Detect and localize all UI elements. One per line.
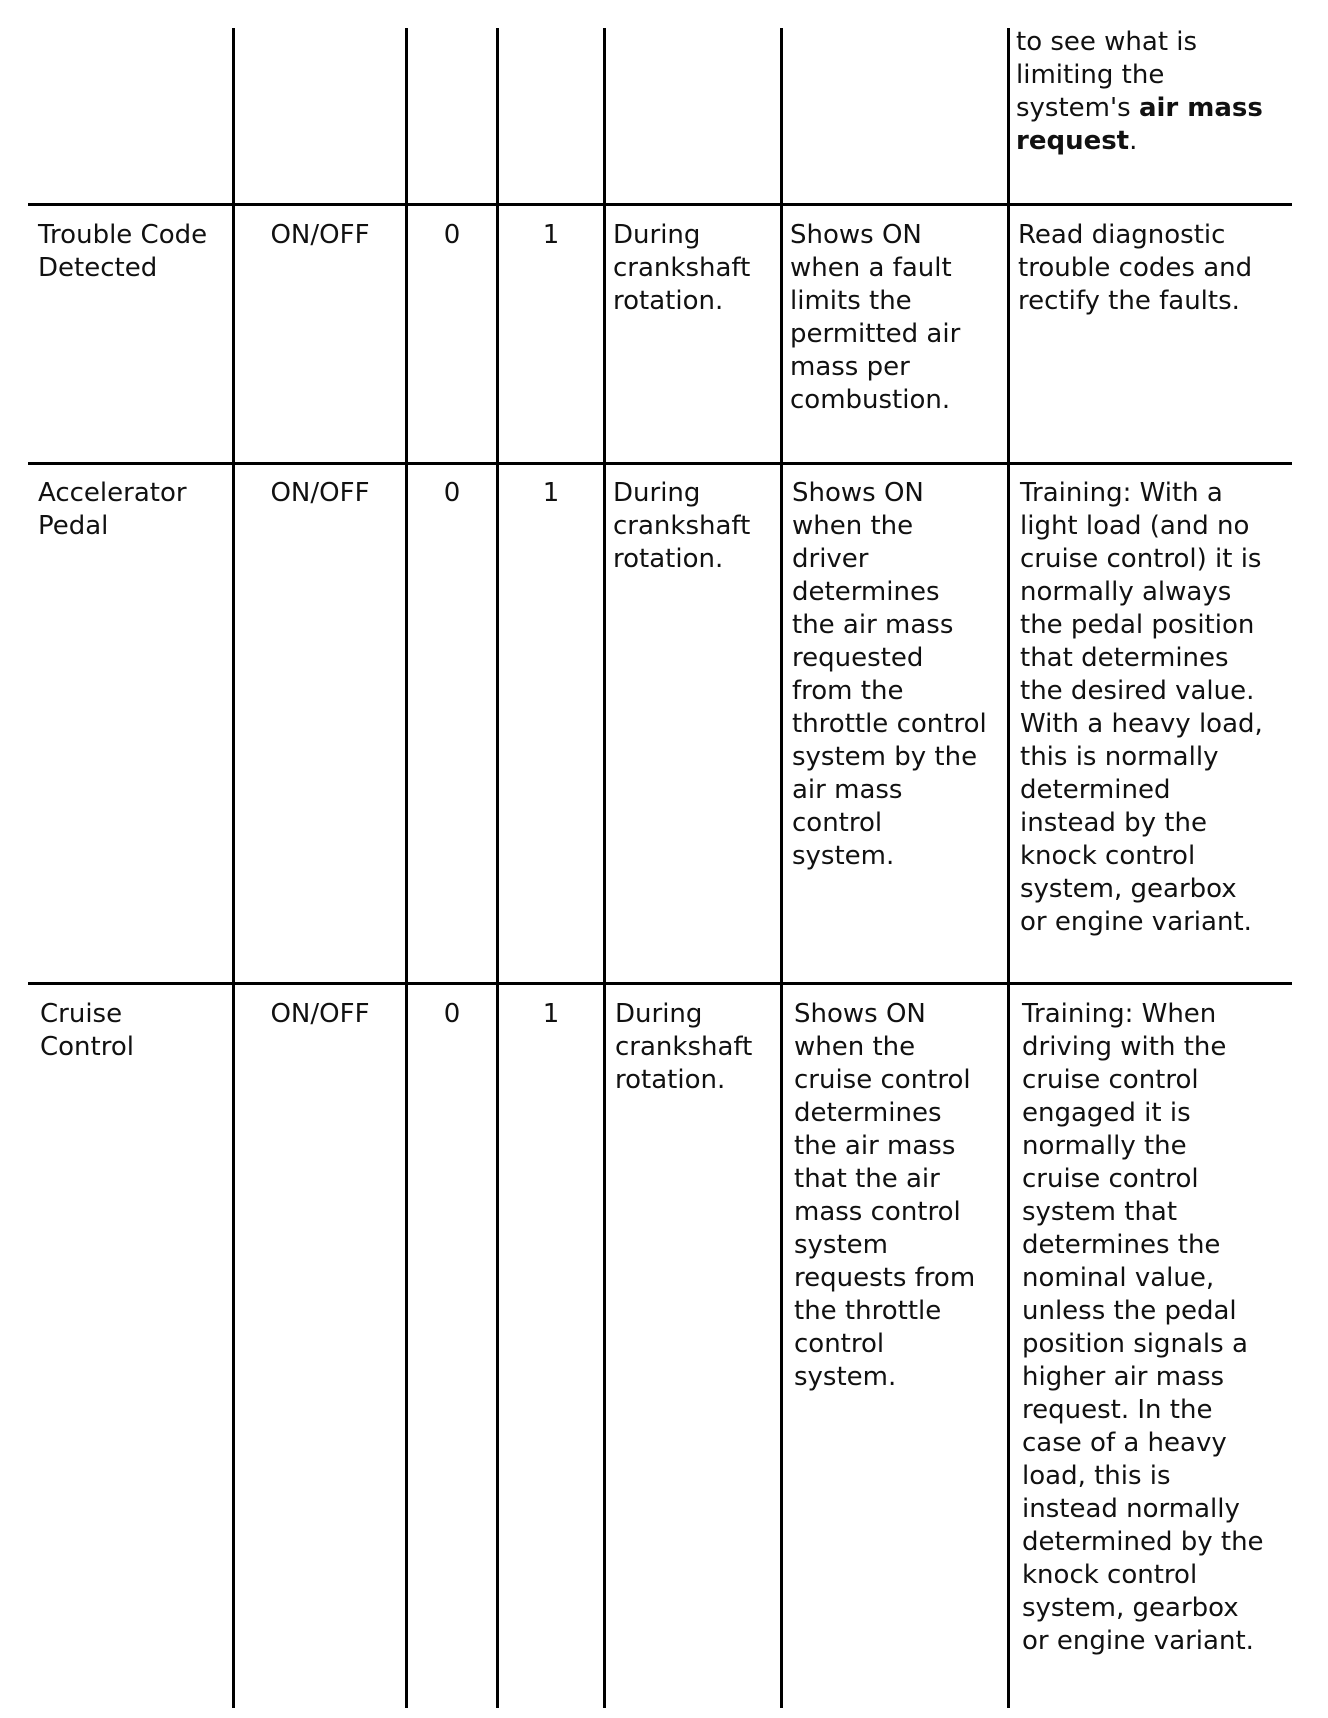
description-line: Shows ON — [790, 220, 922, 250]
description-line: air mass — [792, 775, 903, 805]
row-condition — [613, 477, 750, 576]
note-line: this is normally — [1020, 742, 1219, 772]
row-divider — [28, 462, 1292, 465]
note-bold-text: air mass — [1138, 93, 1263, 123]
description-line: Shows ON — [794, 999, 926, 1029]
row-min — [408, 219, 496, 252]
row-unit — [235, 998, 405, 1031]
note-line: Training: With a — [1020, 478, 1223, 508]
note-line: the desired value. — [1020, 676, 1255, 706]
note-line: cruise control — [1022, 1164, 1199, 1194]
min-text: 0 — [443, 999, 461, 1029]
row-name — [40, 998, 134, 1064]
note-line: Read diagnostic — [1018, 220, 1226, 250]
row-divider — [28, 982, 1292, 985]
note-line: system that — [1022, 1197, 1178, 1227]
note-line: or engine variant. — [1022, 1626, 1254, 1656]
note-line: system, gearbox — [1022, 1593, 1239, 1623]
row-min — [408, 998, 496, 1031]
note-text: system's — [1016, 93, 1139, 123]
column-divider — [232, 28, 235, 1708]
note-line: case of a heavy — [1022, 1428, 1227, 1458]
column-divider — [1007, 28, 1010, 1708]
row-description — [794, 998, 975, 1394]
name-line: Control — [40, 1032, 134, 1062]
continued-note — [1016, 26, 1263, 158]
description-line: mass control — [794, 1197, 961, 1227]
row-condition — [615, 998, 752, 1097]
max-text: 1 — [542, 999, 560, 1029]
description-line: when the — [792, 511, 914, 541]
column-divider — [603, 28, 606, 1708]
description-line: the throttle — [794, 1296, 942, 1326]
name-line: Cruise — [40, 999, 123, 1029]
note-line — [1016, 92, 1263, 125]
description-line: control — [794, 1329, 885, 1359]
note-line: normally always — [1020, 577, 1232, 607]
row-condition — [613, 219, 750, 318]
description-line: determines — [794, 1098, 942, 1128]
note-bold-text: request — [1016, 126, 1130, 156]
description-line: system by the — [792, 742, 978, 772]
note-text: . — [1129, 126, 1138, 156]
max-text: 1 — [542, 220, 560, 250]
description-line: system. — [792, 841, 895, 871]
note-line: driving with the — [1022, 1032, 1227, 1062]
min-text: 0 — [443, 220, 461, 250]
note-line: cruise control — [1022, 1065, 1199, 1095]
description-line: Shows ON — [792, 478, 924, 508]
condition-line: rotation. — [615, 1065, 726, 1095]
row-name — [38, 477, 187, 543]
row-divider — [28, 203, 1292, 206]
note-line: load, this is — [1022, 1461, 1171, 1491]
description-line: permitted air — [790, 319, 961, 349]
description-line: requested — [792, 643, 924, 673]
note-line: trouble codes and — [1018, 253, 1253, 283]
description-line: control — [792, 808, 883, 838]
description-line: from the — [792, 676, 904, 706]
description-line: mass per — [790, 352, 910, 382]
note-line: higher air mass — [1022, 1362, 1225, 1392]
min-text: 0 — [443, 478, 461, 508]
note-line: rectify the faults. — [1018, 286, 1240, 316]
description-line: system — [794, 1230, 888, 1260]
row-description — [790, 219, 960, 417]
condition-line: crankshaft — [613, 253, 751, 283]
row-unit — [235, 219, 405, 252]
note-line: nominal value, — [1022, 1263, 1215, 1293]
condition-line: crankshaft — [613, 511, 751, 541]
description-line: driver — [792, 544, 869, 574]
unit-text: ON/OFF — [270, 999, 370, 1029]
description-line: limits the — [790, 286, 912, 316]
unit-text: ON/OFF — [270, 478, 370, 508]
description-line: requests from — [794, 1263, 976, 1293]
description-line: when the — [794, 1032, 916, 1062]
note-line: normally the — [1022, 1131, 1187, 1161]
note-line: or engine variant. — [1020, 907, 1252, 937]
row-note — [1020, 477, 1263, 939]
unit-text: ON/OFF — [270, 220, 370, 250]
note-line: unless the pedal — [1022, 1296, 1237, 1326]
note-line: position signals a — [1022, 1329, 1248, 1359]
note-line: to see what is — [1016, 27, 1198, 57]
condition-line: crankshaft — [615, 1032, 753, 1062]
row-note — [1022, 998, 1264, 1658]
note-line: knock control — [1022, 1560, 1198, 1590]
column-divider — [405, 28, 408, 1708]
column-divider — [496, 28, 499, 1708]
description-line: determines — [792, 577, 940, 607]
description-line: the air mass — [792, 610, 954, 640]
name-line: Trouble Code — [38, 220, 208, 250]
note-line: knock control — [1020, 841, 1196, 871]
condition-line: During — [615, 999, 703, 1029]
name-line: Accelerator — [38, 478, 187, 508]
row-min — [408, 477, 496, 510]
note-line: limiting the — [1016, 60, 1165, 90]
description-line: cruise control — [794, 1065, 971, 1095]
note-line: determines the — [1022, 1230, 1221, 1260]
note-line: system, gearbox — [1020, 874, 1237, 904]
description-line: the air mass — [794, 1131, 956, 1161]
max-text: 1 — [542, 478, 560, 508]
condition-line: rotation. — [613, 544, 724, 574]
note-line: the pedal position — [1020, 610, 1255, 640]
note-line: determined — [1020, 775, 1171, 805]
note-line: engaged it is — [1022, 1098, 1191, 1128]
note-line — [1016, 125, 1263, 158]
note-line: cruise control) it is — [1020, 544, 1262, 574]
name-line: Detected — [38, 253, 158, 283]
condition-line: During — [613, 220, 701, 250]
description-line: combustion. — [790, 385, 951, 415]
note-line: request. In the — [1022, 1395, 1213, 1425]
row-unit — [235, 477, 405, 510]
condition-line: rotation. — [613, 286, 724, 316]
row-max — [499, 998, 603, 1031]
description-line: throttle control — [792, 709, 987, 739]
row-description — [792, 477, 987, 873]
row-max — [499, 219, 603, 252]
row-name — [38, 219, 207, 285]
note-line: that determines — [1020, 643, 1229, 673]
row-note — [1018, 219, 1252, 318]
note-line: instead by the — [1020, 808, 1207, 838]
column-divider — [780, 28, 783, 1708]
description-line: when a fault — [790, 253, 952, 283]
row-max — [499, 477, 603, 510]
note-line: light load (and no — [1020, 511, 1250, 541]
note-line: With a heavy load, — [1020, 709, 1263, 739]
note-line: determined by the — [1022, 1527, 1264, 1557]
description-line: system. — [794, 1362, 897, 1392]
condition-line: During — [613, 478, 701, 508]
note-line: Training: When — [1022, 999, 1217, 1029]
name-line: Pedal — [38, 511, 109, 541]
note-line: instead normally — [1022, 1494, 1240, 1524]
description-line: that the air — [794, 1164, 940, 1194]
